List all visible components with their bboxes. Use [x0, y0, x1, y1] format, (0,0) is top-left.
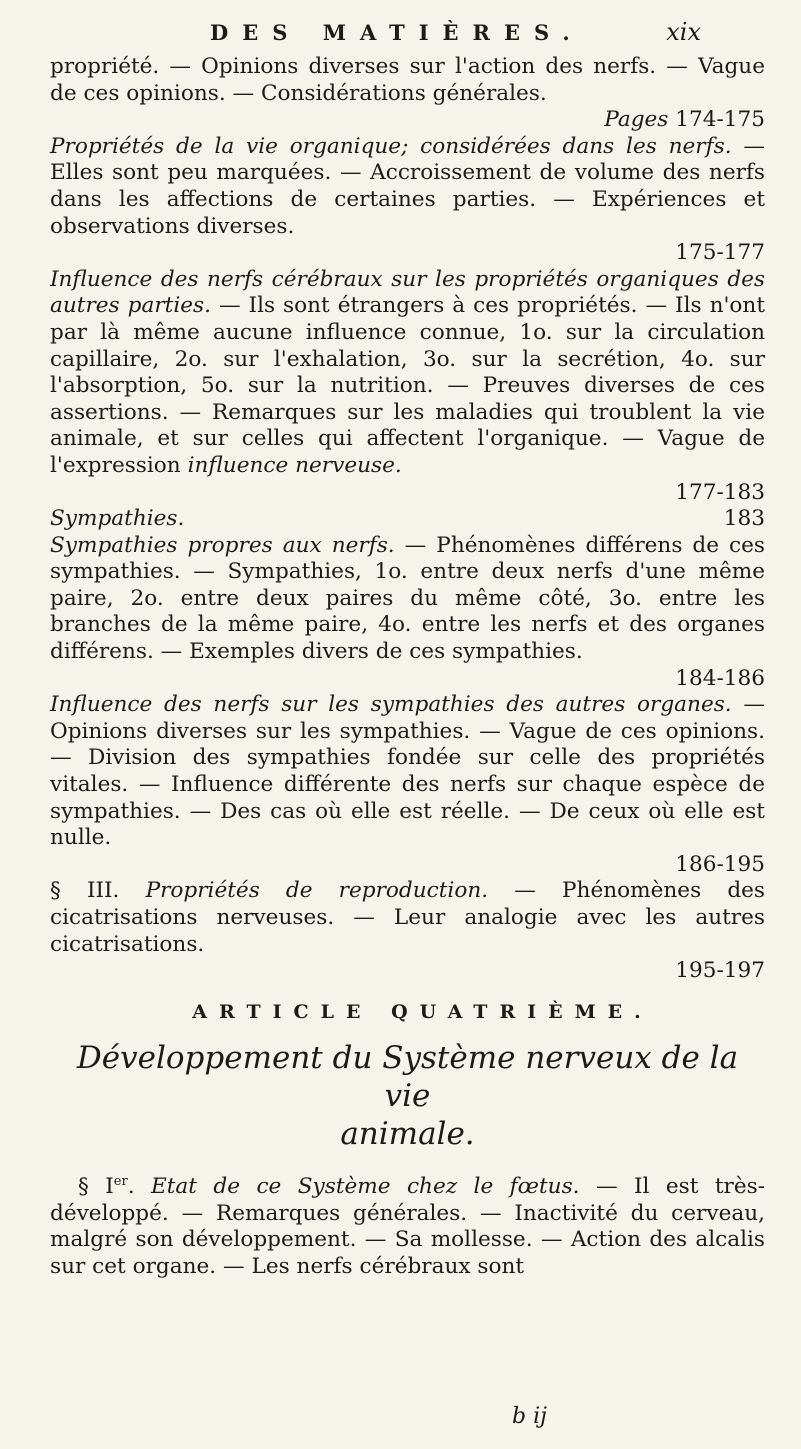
entry-heading: Influence des nerfs cérébraux sur les propriétés organiques des autres parties. [50, 266, 765, 319]
toc-entry: § Ier. Etat de ce Système chez le fœtus. — Il est très-développé. — Remarques générales. — Inactivité du cerveau, malgré son développement. — Sa mollesse. — Action des alcalis sur cet organe. — Les nerfs cérébraux sont [50, 1173, 765, 1279]
entry-text: — Elles sont peu marquées. — Accroissement de volume des nerfs dans les affections de certaines parties. — Expériences et observations diverses. [50, 133, 765, 239]
entry-text: — Opinions diverses sur les sympathies. — Vague de ces opinions. — Division des sympathies fondée sur celle des propriétés vitales. — Influence différente des nerfs sur chaque espèce de sympathies. — Des cas où elle est réelle. — De ceux où elle est nulle. [50, 692, 765, 851]
toc-entry [50, 506, 765, 533]
spacer [50, 985, 765, 1001]
entry-text: — Phénomènes différens de ces sympathies. — Sympathies, 1o. entre deux nerfs d'une même paire, 2o. entre deux paires du même côté, 3o. entre les branches de la même paire, 4o. entre les nerfs et des organes différens. — Exemples divers de ces sympathies. [50, 532, 766, 665]
page-range: 175-177 [675, 240, 765, 266]
entry-text: — Il est très-développé. — Remarques générales. — Inactivité du cerveau, malgré son développement. — Sa mollesse. — Action des alcalis sur cet organe. — Les nerfs cérébraux sont [50, 1173, 765, 1279]
section-mark: § III. [50, 878, 146, 904]
page-range: 195-197 [675, 958, 765, 984]
entry-heading: Influence des nerfs sur les sympathies des autres organes. [50, 692, 732, 718]
entry-text: — Ils sont étrangers à ces propriétés. — Ils n'ont par là même aucune influence connue, 1o. sur la circulation capillaire, 2o. sur l'exhalation, 3o. sur la secrétion, 4o. sur l'absorption, 5o. sur la nutrition. — Preuves diverses de ces assertions. — Remarques sur les maladies qui troublent la vie animale, et sur celles qui affectent l'organique. — Vague de l'expression [50, 293, 765, 478]
table-of-contents [50, 54, 765, 1280]
section-mark: § I [78, 1173, 114, 1199]
entry-heading: Sympathies propres aux nerfs. [50, 532, 395, 558]
section-title-line-1: Développement du Système nerveux de la vie [76, 1039, 739, 1114]
page-numbers: 174-175 [675, 107, 765, 133]
toc-entry [50, 878, 765, 984]
toc-entry [50, 692, 765, 878]
section-title-line-2: animale. [340, 1115, 475, 1152]
entry-heading: Sympathies. [50, 506, 185, 532]
entry-heading: Propriétés de reproduction. [145, 878, 489, 904]
spacer [50, 1153, 765, 1169]
toc-entry [50, 134, 765, 267]
entry-text: — Phénomènes des cicatrisations nerveuses. — Leur analogie avec les autres cicatrisations. [50, 878, 765, 957]
running-title: DES MATIÈRES. [210, 20, 584, 45]
page-range: 184-186 [675, 665, 765, 691]
toc-entry [50, 533, 765, 693]
entry-heading: Propriétés de la vie organique; considérées dans les nerfs. [50, 133, 732, 159]
page-header [0, 14, 801, 54]
page-number: xix [666, 18, 701, 46]
entry-heading: Etat de ce Système chez le fœtus. [150, 1173, 580, 1199]
page-range [50, 107, 765, 134]
signature-mark: b ij [512, 1404, 547, 1429]
article-heading: ARTICLE QUATRIÈME. [192, 1000, 653, 1023]
page-range: 177-183 [675, 479, 765, 505]
toc-entry [50, 267, 765, 506]
spacer [50, 1023, 765, 1039]
pages-label: Pages [604, 107, 669, 133]
section-mark-sup: er [113, 1173, 128, 1189]
entry-tail: influence nerveuse. [187, 452, 402, 478]
toc-entry [50, 54, 765, 134]
page-range: 183 [723, 506, 765, 532]
entry-text: propriété. — Opinions diverses sur l'action des nerfs. — Vague de ces opinions. — Considérations générales. [50, 54, 765, 106]
page-range: 186-195 [675, 851, 765, 877]
